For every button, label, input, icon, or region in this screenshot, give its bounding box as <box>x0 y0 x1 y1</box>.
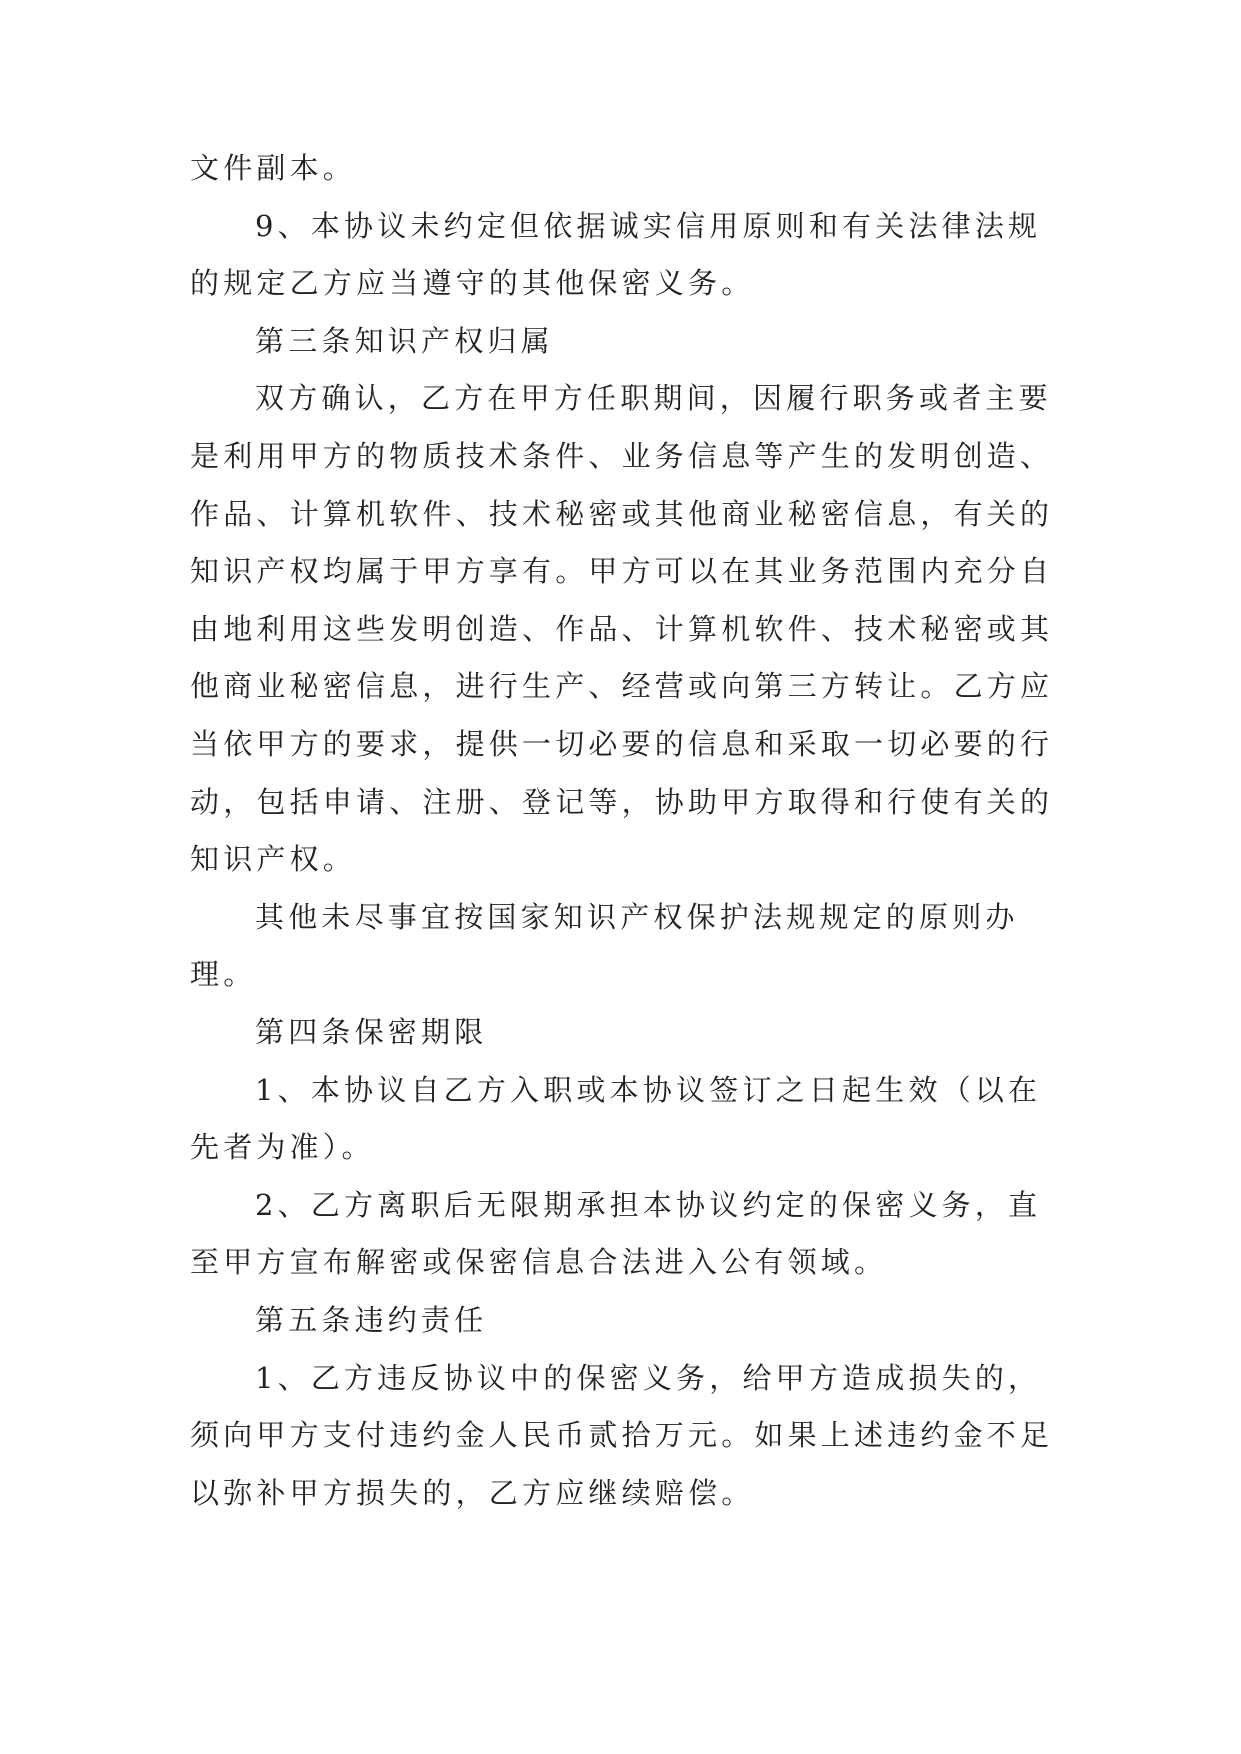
section-heading: 第四条保密期限 <box>255 1015 488 1049</box>
text-line: 以弥补甲方损失的，乙方应继续赔偿。 <box>190 1476 755 1510</box>
text-line: 1、乙方违反协议中的保密义务，给甲方造成损失的， <box>255 1361 1042 1395</box>
text-line: 9、本协议未约定但依据诚实信用原则和有关法律法规 <box>255 209 1042 243</box>
text-line: 当依甲方的要求，提供一切必要的信息和采取一切必要的行 <box>190 727 1054 761</box>
text-line: 由地利用这些发明创造、作品、计算机软件、技术秘密或其 <box>190 612 1054 646</box>
text-line: 须向甲方支付违约金人民币贰拾万元。如果上述违约金不足 <box>190 1418 1054 1452</box>
section-heading: 第三条知识产权归属 <box>255 324 554 358</box>
text-line: 2、乙方离职后无限期承担本协议约定的保密义务，直 <box>255 1188 1042 1222</box>
text-line: 是利用甲方的物质技术条件、业务信息等产生的发明创造、 <box>190 439 1054 473</box>
text-line: 其他未尽事宜按国家知识产权保护法规规定的原则办 <box>255 900 1019 934</box>
text-line: 作品、计算机软件、技术秘密或其他商业秘密信息，有关的 <box>190 497 1054 531</box>
text-line: 文件副本。 <box>190 151 357 185</box>
text-line: 先者为准）。 <box>190 1130 375 1164</box>
text-line: 1、本协议自乙方入职或本协议签订之日起生效（以在 <box>255 1073 1042 1107</box>
text-line: 知识产权均属于甲方享有。甲方可以在其业务范围内充分自 <box>190 554 1054 588</box>
text-line: 双方确认，乙方在甲方任职期间，因履行职务或者主要 <box>255 381 1052 415</box>
text-line: 理。 <box>190 957 257 991</box>
text-line: 动，包括申请、注册、登记等，协助甲方取得和行使有关的 <box>190 785 1054 819</box>
text-line: 他商业秘密信息，进行生产、经营或向第三方转让。乙方应 <box>190 669 1054 703</box>
section-heading: 第五条违约责任 <box>255 1303 488 1337</box>
text-line: 至甲方宣布解密或保密信息合法进入公有领域。 <box>190 1245 888 1279</box>
text-line: 的规定乙方应当遵守的其他保密义务。 <box>190 266 755 300</box>
text-line: 知识产权。 <box>190 842 357 876</box>
